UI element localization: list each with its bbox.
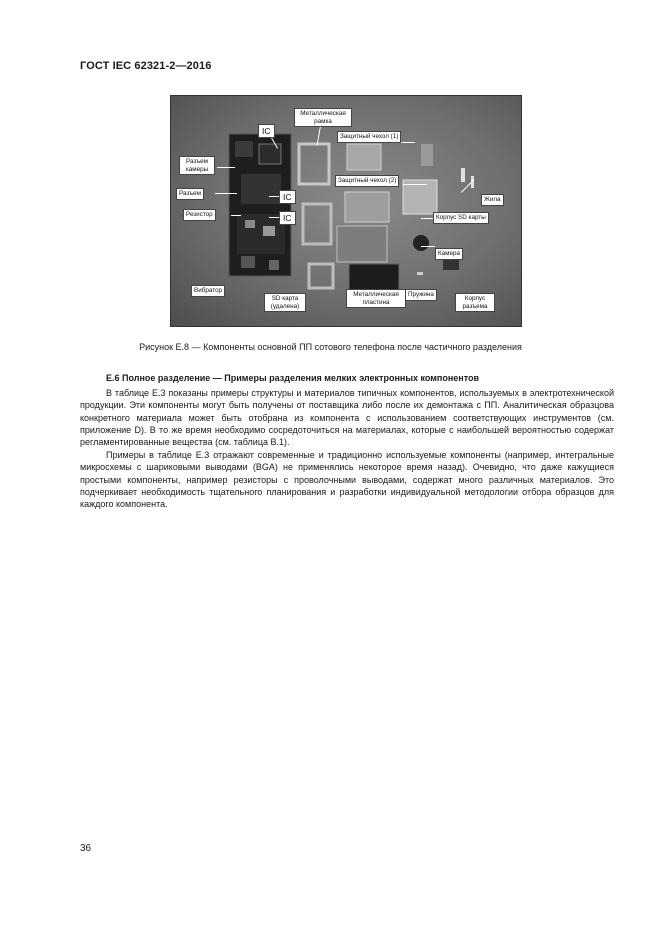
figure-label-shield-2: Защитный чехол (2) [335, 175, 399, 187]
leader-line [403, 184, 427, 185]
leader-line [215, 193, 237, 194]
figure-photo [170, 95, 522, 327]
document-header: ГОСТ IEC 62321-2—2016 [80, 60, 212, 72]
figure-label-spring: Пружина [405, 289, 437, 301]
figure-label-sd-card: SD карта (удалена) [264, 293, 306, 312]
figure-label-ic: IC [279, 211, 296, 225]
figure-label-shield-1: Защитный чехол (1) [337, 131, 401, 143]
figure-label-sd-case: Корпус SD карты [433, 212, 489, 224]
figure-caption: Рисунок Е.8 — Компоненты основной ПП сотового телефона после частичного разделения [139, 342, 522, 352]
figure-label-camera: Камера [435, 248, 463, 260]
section-title: Е.6 Полное разделение — Примеры разделения мелких электронных компонентов [106, 373, 480, 383]
leader-line [421, 218, 433, 219]
figure-label-metal-frame: Металлическая рамка [294, 108, 352, 127]
figure-label-wire: Жила [481, 194, 504, 206]
leader-line [217, 167, 235, 168]
figure-label-metal-plate: Металлическая пластина [346, 289, 406, 308]
leader-line [269, 196, 279, 197]
leader-line [421, 246, 435, 247]
leader-line [231, 215, 241, 216]
figure-label-camera-connector: Разъем камеры [179, 156, 215, 175]
paragraph: Примеры в таблице Е.3 отражают современные и традиционно используемые компоненты (например, интегральные микросхемы с шариковыми выводами (BGA) не применялись некоторое время назад). Очевидно, что даже кажущиеся простыми компоненты, например резисторы с проволочными выводами, содержат много различных материалов. Это подчеркивает необходимость тщательного планирования и разработки индивидуальной методологии отбора образцов для каждого компонента. [80, 450, 614, 510]
paragraph: В таблице Е.3 показаны примеры структуры и материалов типичных компонентов, используемых в электротехнической продукции. Эти компоненты могут быть получены от поставщика либо после их демонтажа с ПП. Аналитическая образцова конкретного материала может быть отобрана из компонента с использованием соответствующих инструментов (см. приложение D). В то же время необходимо сосредоточиться на материалах, которые с наибольшей вероятностью содержат регламентированные вещества (см. таблица В.1). [80, 388, 614, 448]
page-number: 36 [80, 843, 92, 854]
figure-label-connector: Разъем [176, 188, 204, 200]
figure-label-resistor: Резистор [183, 209, 216, 221]
figure-label-ic: IC [258, 124, 275, 138]
leader-line [269, 217, 279, 218]
figure-label-ic: IC [279, 190, 296, 204]
figure-label-vibrator: Вибратор [191, 285, 225, 297]
figure-label-connector-case: Корпус разъема [455, 293, 495, 312]
